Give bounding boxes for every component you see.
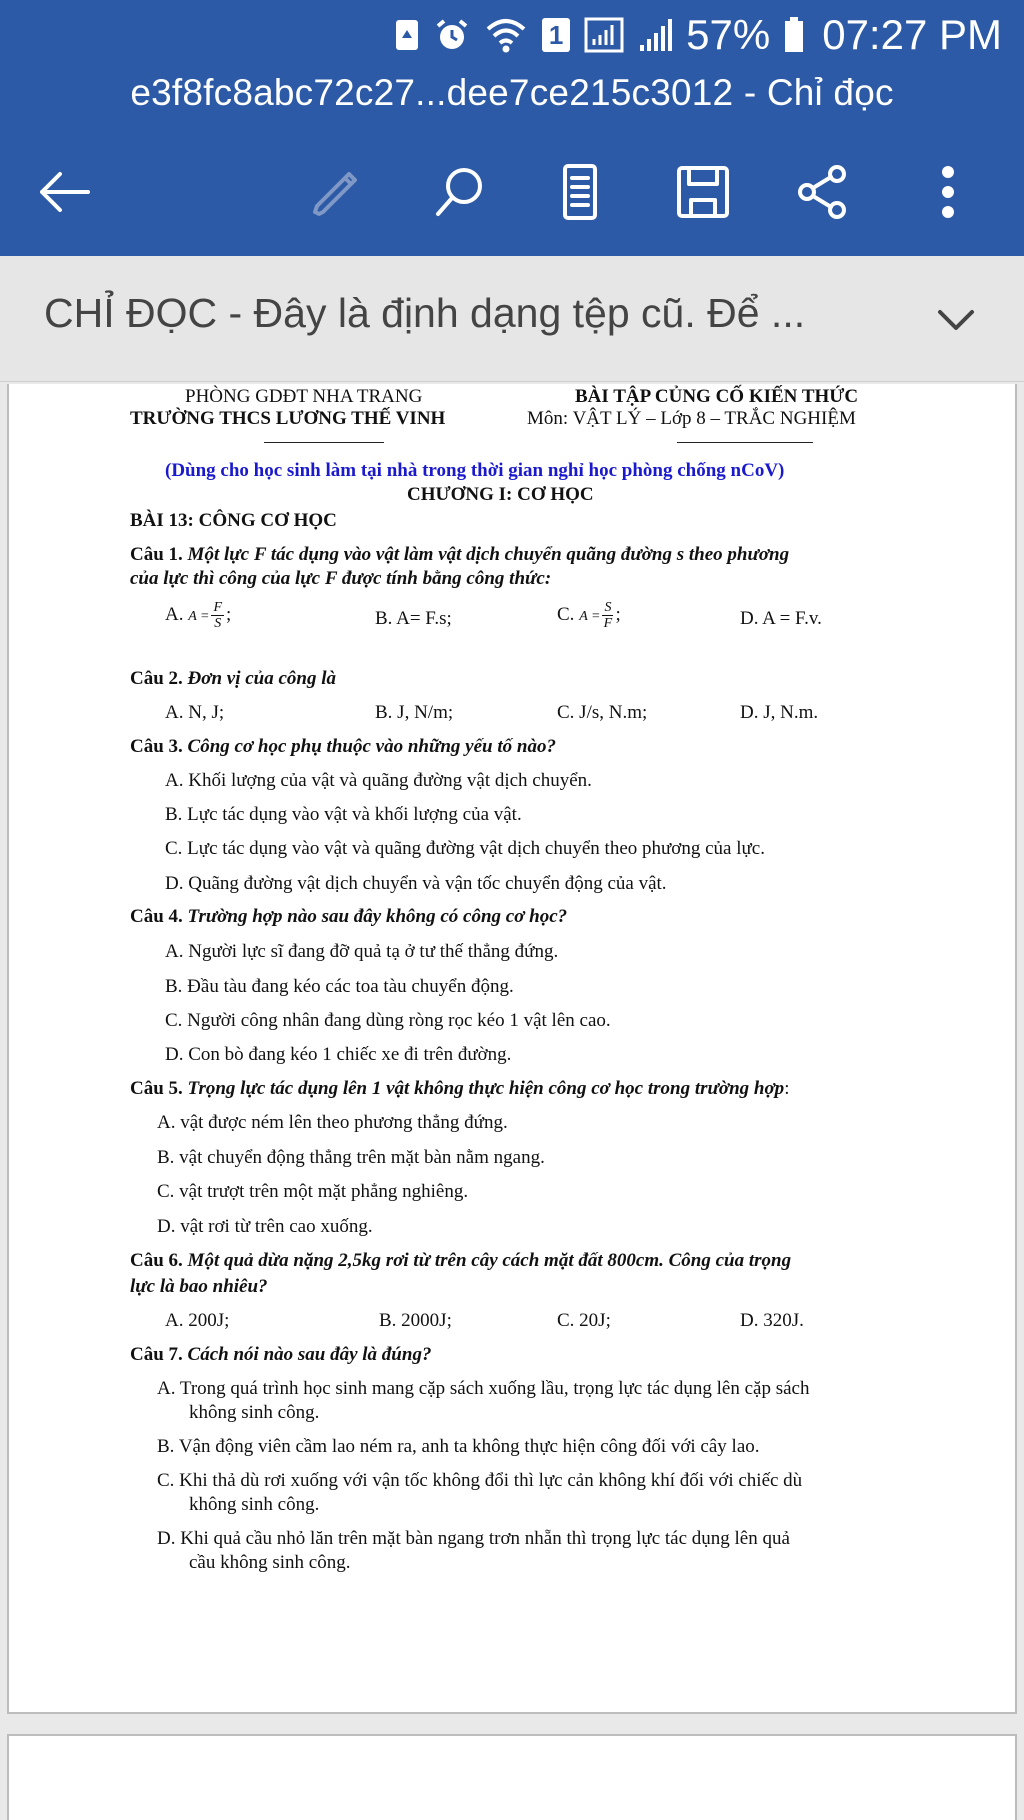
q1-option-c: C. A = $\frac{S}{F}$ ; — [557, 600, 621, 631]
banner-text: CHỈ ĐỌC - Đây là định dạng tệp cũ. Để ... — [44, 290, 806, 336]
q1-option-b: B. A= F.s; — [375, 608, 452, 629]
expand-banner-button[interactable] — [928, 292, 984, 348]
reading-view-button[interactable] — [538, 150, 622, 234]
sim-card-icon: 1 — [542, 18, 570, 52]
q1-option-a: A. A = $\frac{F}{S}$ ; — [165, 600, 232, 631]
q7-option-d-cont: cầu không sinh công. — [189, 1552, 351, 1573]
q4-option-a: A. Người lực sĩ đang đỡ quả tạ ở tư thế thẳng đứng. — [165, 941, 559, 962]
question-1-cont: của lực thì công của lực F được tính bằng công thức: — [130, 568, 552, 589]
q4-option-c: C. Người công nhân đang dùng ròng rọc kéo 1 vật lên cao. — [165, 1010, 611, 1031]
q5-option-c: C. vật trượt trên một mặt phẳng nghiêng. — [157, 1181, 469, 1202]
q5-option-a: A. vật được ném lên theo phương thẳng đứng. — [157, 1112, 508, 1133]
q2-option-a: A. N, J; — [165, 702, 225, 723]
battery-percent: 57% — [686, 11, 771, 58]
question-1: Câu 1. Một lực F tác dụng vào vật làm vật dịch chuyển quãng đường s theo phương — [130, 544, 790, 565]
q3-option-d: D. Quãng đường vật dịch chuyển và vận tốc chuyển động của vật. — [165, 873, 667, 894]
question-7: Câu 7. Cách nói nào sau đây là đúng? — [130, 1344, 432, 1365]
back-button[interactable] — [22, 150, 106, 234]
usage-note: (Dùng cho học sinh làm tại nhà trong thời gian nghỉ học phòng chống nCoV) — [165, 460, 785, 481]
question-6: Câu 6. Một quả dừa nặng 2,5kg rơi từ trên cây cách mặt đất 800cm. Công của trọng — [130, 1250, 792, 1271]
q1-option-d: D. A = F.v. — [740, 608, 822, 629]
wifi-icon — [484, 15, 528, 55]
status-bar — [394, 10, 1002, 60]
search-button[interactable] — [418, 150, 502, 234]
q6-option-b: B. 2000J; — [379, 1310, 452, 1331]
subject-line: Môn: VẬT LÝ – Lớp 8 – TRẮC NGHIỆM — [527, 408, 856, 429]
more-vertical-icon — [938, 162, 958, 222]
q2-option-b: B. J, N/m; — [375, 702, 454, 723]
worksheet-title: BÀI TẬP CỦNG CỐ KIẾN THỨC — [575, 386, 859, 407]
mobile-view-icon — [555, 162, 605, 222]
share-button[interactable] — [781, 150, 865, 234]
school-name: TRƯỜNG THCS LƯƠNG THẾ VINH — [130, 408, 446, 429]
alarm-icon — [434, 15, 470, 55]
q3-option-c: C. Lực tác dụng vào vật và quãng đường vật dịch chuyển theo phương của lực. — [165, 838, 765, 859]
dept-name: PHÒNG GDĐT NHA TRANG — [185, 386, 423, 407]
q2-option-c: C. J/s, N.m; — [557, 702, 648, 723]
signal-strength-icon — [638, 15, 672, 55]
q7-option-c-cont: không sinh công. — [189, 1494, 320, 1515]
q3-option-b: B. Lực tác dụng vào vật và khối lượng của vật. — [165, 804, 522, 825]
document-title: e3f8fc8abc72c27...dee7ce215c3012 - Chỉ đọc — [130, 72, 894, 113]
q4-option-d: D. Con bò đang kéo 1 chiếc xe đi trên đường. — [165, 1044, 512, 1065]
q6-option-d: D. 320J. — [740, 1310, 804, 1331]
q7-option-b: B. Vận động viên cầm lao ném ra, anh ta không thực hiện công đối với cây lao. — [157, 1436, 760, 1457]
search-icon — [430, 162, 490, 222]
q6-option-a: A. 200J; — [165, 1310, 230, 1331]
app-header — [0, 0, 1024, 256]
lesson-title: BÀI 13: CÔNG CƠ HỌC — [130, 510, 337, 531]
q2-option-d: D. J, N.m. — [740, 702, 819, 723]
more-options-button[interactable] — [906, 150, 990, 234]
q7-option-c: C. Khi thả dù rơi xuống với vận tốc không đổi thì lực cản không khí đối với chiếc dù — [157, 1470, 803, 1491]
question-3: Câu 3. Công cơ học phụ thuộc vào những yếu tố nào? — [130, 736, 556, 757]
battery-icon — [784, 15, 804, 55]
q7-option-a-cont: không sinh công. — [189, 1402, 320, 1423]
question-2: Câu 2. Đơn vị của công là — [130, 668, 337, 689]
q6-option-c: C. 20J; — [557, 1310, 611, 1331]
q3-option-a: A. Khối lượng của vật và quãng đường vật dịch chuyển. — [165, 770, 592, 791]
signal-box-icon — [584, 15, 624, 55]
share-icon — [793, 162, 853, 222]
question-5: Câu 5. Trọng lực tác dụng lên 1 vật không thực hiện công cơ học trong trường hợp: — [130, 1078, 790, 1099]
save-button[interactable] — [661, 150, 745, 234]
q4-option-b: B. Đầu tàu đang kéo các toa tàu chuyển động. — [165, 976, 514, 997]
question-4: Câu 4. Trường hợp nào sau đây không có công cơ học? — [130, 906, 568, 927]
q5-option-d: D. vật rơi từ trên cao xuống. — [157, 1216, 373, 1237]
divider — [264, 442, 384, 443]
read-only-banner[interactable] — [0, 256, 1024, 382]
q7-option-d: D. Khi quả cầu nhỏ lăn trên mặt bàn ngang trơn nhẵn thì trọng lực tác dụng lên quả — [157, 1528, 790, 1549]
toolbar — [0, 150, 1024, 234]
chevron-down-icon — [936, 308, 976, 332]
clock: 07:27 PM — [822, 11, 1002, 58]
divider — [677, 442, 813, 443]
chapter-title: CHƯƠNG I: CƠ HỌC — [407, 484, 594, 505]
question-6-cont: lực là bao nhiêu? — [130, 1276, 268, 1297]
pencil-icon — [305, 162, 365, 222]
document-page-2[interactable] — [7, 1734, 1017, 1820]
save-icon — [673, 162, 733, 222]
recycle-notification-icon — [394, 15, 420, 55]
q7-option-a: A. Trong quá trình học sinh mang cặp sách xuống lầu, trọng lực tác dụng lên cặp sách — [157, 1378, 810, 1399]
edit-button[interactable] — [293, 150, 377, 234]
q5-option-b: B. vật chuyển động thẳng trên mặt bàn nằm ngang. — [157, 1147, 545, 1168]
document-page[interactable] — [7, 384, 1017, 1714]
